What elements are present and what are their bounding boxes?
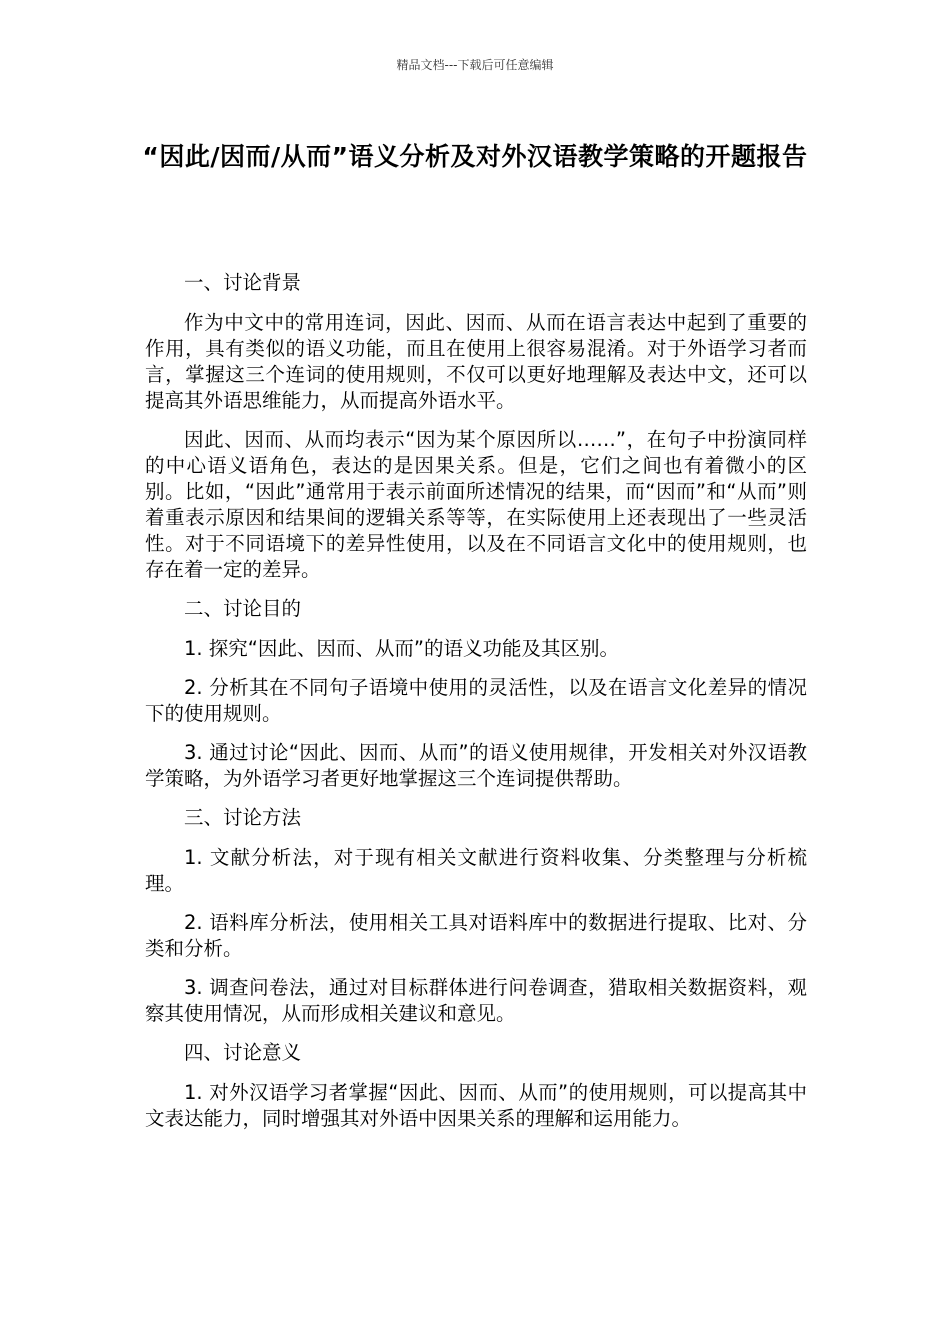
section-heading-significance: 四、讨论意义 — [184, 1041, 302, 1064]
document-title: “因此/因而/从而”语义分析及对外汉语教学策略的开题报告 — [142, 142, 808, 171]
list-item: 2. 分析其在不同句子语境中使用的灵活性，以及在语言文化差异的情况下的使用规则。 — [145, 676, 807, 725]
section-heading-methods: 三、讨论方法 — [184, 806, 302, 829]
paragraph: 作为中文中的常用连词，因此、因而、从而在语言表达中起到了重要的作用，具有类似的语义功能，而且在使用上很容易混淆。对于外语学习者而言，掌握这三个连词的使用规则，不仅可以更好地理解及表达中文，还可以提高其外语思维能力，从而提高外语水平。 — [145, 311, 807, 412]
list-item: 2. 语料库分析法，使用相关工具对语料库中的数据进行提取、比对、分类和分析。 — [145, 911, 807, 960]
list-item: 3. 通过讨论“因此、因而、从而”的语义使用规律，开发相关对外汉语教学策略，为外语学习者更好地掌握这三个连词提供帮助。 — [145, 741, 807, 790]
list-item: 1. 文献分析法，对于现有相关文献进行资料收集、分类整理与分析梳理。 — [145, 846, 807, 895]
list-item: 1. 对外汉语学习者掌握“因此、因而、从而”的使用规则，可以提高其中文表达能力，同时增强其对外语中因果关系的理解和运用能力。 — [145, 1081, 807, 1130]
list-item: 1. 探究“因此、因而、从而”的语义功能及其区别。 — [184, 637, 620, 660]
section-heading-background: 一、讨论背景 — [184, 271, 302, 294]
list-item: 3. 调查问卷法，通过对目标群体进行问卷调查，猎取相关数据资料，观察其使用情况，从而形成相关建议和意见。 — [145, 976, 807, 1025]
paragraph: 因此、因而、从而均表示“因为某个原因所以……”，在句子中扮演同样的中心语义语角色，表达的是因果关系。但是，它们之间也有着微小的区别。比如，“因此”通常用于表示前面所述情况的结果，而“因而”和“从而”则着重表示原因和结果间的逻辑关系等等，在实际使用上还表现出了一些灵活性。对于不同语境下的差异性使用，以及在不同语言文化中的使用规则，也存在着一定的差异。 — [145, 428, 807, 581]
page-header: 精品文档---下载后可任意编辑 — [396, 58, 554, 72]
document-body — [145, 270, 807, 1145]
section-heading-purpose: 二、讨论目的 — [184, 597, 302, 620]
